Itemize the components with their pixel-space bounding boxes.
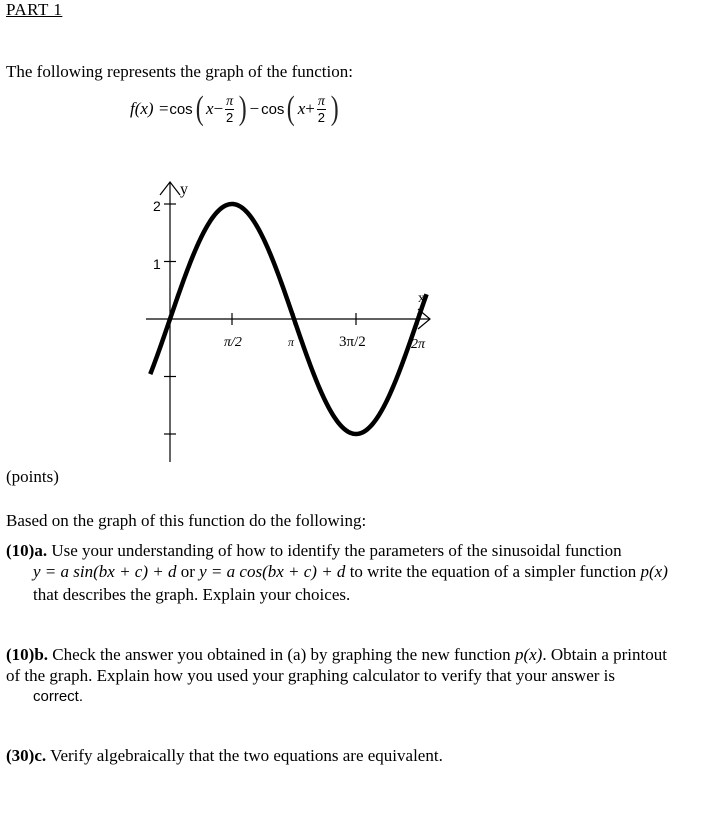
formula-minus-2: − [249, 99, 260, 118]
instructions-text: Based on the graph of this function do the following: [6, 511, 367, 530]
y-axis-label: y [180, 181, 188, 198]
question-a-line-2 [33, 562, 668, 582]
formula-paren-open-2: ( [287, 90, 296, 127]
page-title: PART 1 [6, 0, 63, 19]
formula-paren-close-2: ) [330, 90, 339, 127]
question-a-eq-2: y = a cos(bx + c) + d [199, 562, 346, 581]
question-b-label: (10)b. [6, 645, 49, 664]
formula-frac-den-2: 2 [317, 109, 325, 125]
question-c-text: Verify algebraically that the two equations are equivalent. [50, 746, 443, 765]
formula-lhs: f(x) = [130, 99, 170, 118]
x-tick-label-pi-half: π/2 [224, 335, 242, 350]
x-axis-label: x [418, 291, 425, 306]
question-a-line-1 [6, 541, 622, 561]
y-tick-label-1: 1 [153, 256, 161, 272]
question-b-line-2: of the graph. Explain how you used your graphing calculator to verify that your answer is [6, 666, 616, 685]
formula-fraction-2 [317, 94, 326, 125]
formula-plus: + [305, 99, 315, 118]
question-b-px: p(x) [514, 645, 543, 664]
formula-x-2: x [297, 99, 306, 118]
points-label: (points) [6, 467, 59, 486]
x-tick-label-2pi: 2π [411, 337, 426, 352]
question-a-eq-1: y = a sin(bx + c) + d [33, 562, 177, 581]
formula-cos-2: cos [261, 100, 285, 118]
question-b-text-1a: Check the answer you obtained in (a) by graphing the new function [52, 645, 511, 664]
function-graph [0, 160, 460, 470]
formula-paren-open-1: ( [195, 90, 204, 127]
question-b-line-1 [6, 645, 667, 665]
formula-frac-den-1: 2 [226, 109, 234, 125]
formula-cos-1: cos [169, 100, 193, 118]
x-tick-label-3pi-half: 3π/2 [339, 334, 366, 350]
question-b-line-3: correct. [33, 688, 84, 705]
formula-paren-close-1: ) [238, 90, 247, 127]
question-a-or: or [180, 562, 195, 581]
question-a-text-1: Use your understanding of how to identify the parameters of the sinusoidal function [51, 541, 622, 560]
question-a-label: (10)a. [6, 541, 48, 560]
intro-text: The following represents the graph of the function: [6, 62, 353, 81]
question-b-text-1b: . Obtain a printout [542, 645, 667, 664]
question-c-line [6, 746, 443, 766]
y-tick-label-2: 2 [153, 198, 161, 214]
formula-minus: − [213, 99, 224, 118]
question-a-text-2: to write the equation of a simpler function [349, 562, 637, 581]
question-a-line-3: that describes the graph. Explain your choices. [33, 585, 351, 604]
formula-frac-num-1: π [226, 93, 234, 109]
formula-frac-num-2: π [317, 93, 325, 109]
formula-x-1: x [205, 99, 214, 118]
graph-axes [146, 182, 430, 462]
function-formula [130, 92, 341, 126]
question-c-label: (30)c. [6, 746, 47, 765]
formula-fraction-1 [225, 94, 234, 125]
question-a-px: p(x) [640, 562, 668, 581]
x-tick-label-pi: π [288, 335, 295, 349]
